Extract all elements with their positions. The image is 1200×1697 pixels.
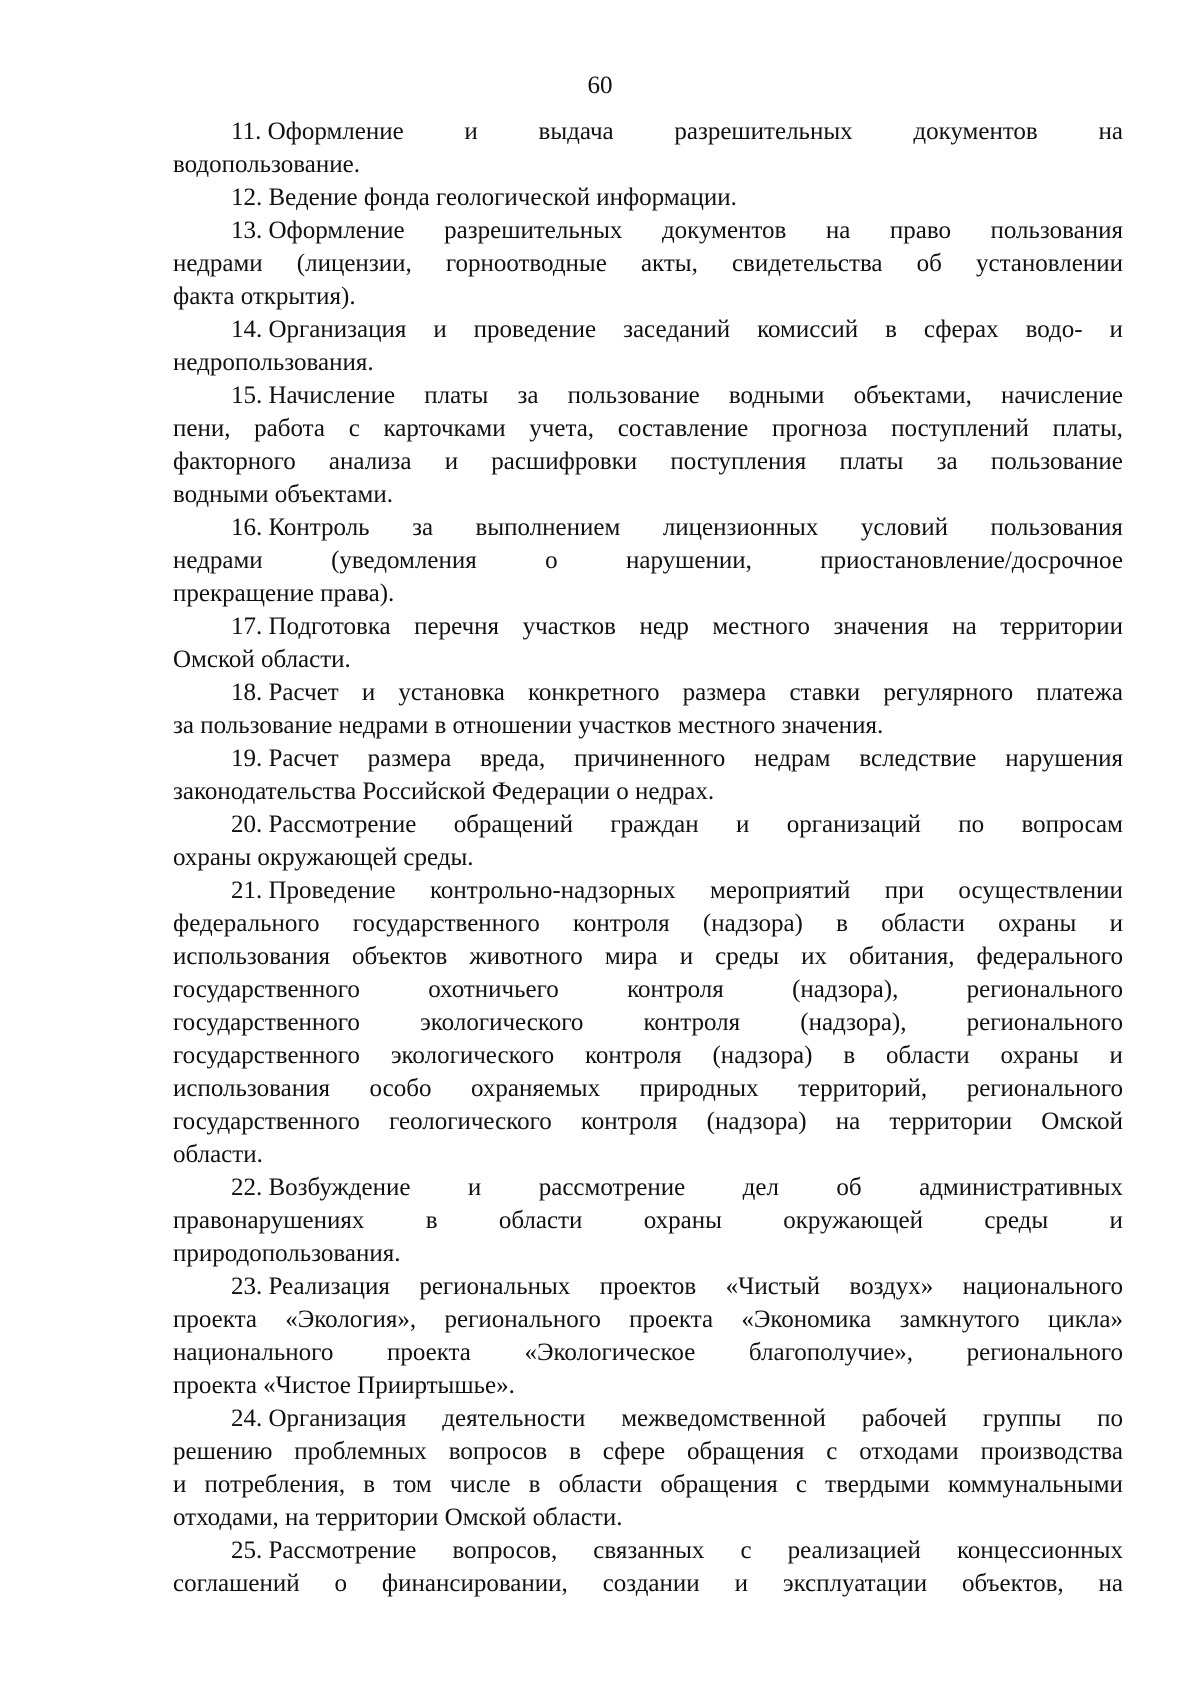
word: территории xyxy=(889,1108,1013,1135)
text-line xyxy=(173,808,1123,841)
text-line xyxy=(173,1534,1123,1567)
text-line xyxy=(173,445,1123,478)
word: 19. Расчет xyxy=(231,745,339,772)
word: и xyxy=(467,1174,482,1201)
word: контрольно-надзорных xyxy=(430,877,676,904)
word: начисление xyxy=(1001,382,1123,409)
word: платы xyxy=(424,382,489,409)
word: том xyxy=(393,1471,432,1498)
word: об xyxy=(836,1174,862,1201)
word: благополучие», xyxy=(748,1339,914,1366)
word: области xyxy=(881,910,965,937)
text-line xyxy=(173,973,1123,1006)
word: (надзора) xyxy=(706,1108,807,1135)
word: числе xyxy=(449,1471,511,1498)
word: документов xyxy=(913,118,1038,145)
word: окружающей xyxy=(783,1207,923,1234)
word: и xyxy=(444,448,459,475)
word: водными xyxy=(728,382,825,409)
text-line xyxy=(173,511,1123,544)
word: с xyxy=(795,1471,808,1498)
word: рассмотрение xyxy=(538,1174,686,1201)
text-line xyxy=(173,1567,1123,1600)
word: федерального xyxy=(976,943,1123,970)
word: горноотводные xyxy=(445,250,607,277)
word: контроля xyxy=(580,1108,678,1135)
paragraph xyxy=(173,1402,1123,1534)
word: недрами xyxy=(173,547,263,574)
word: контроля xyxy=(643,1009,741,1036)
word: «Чистый xyxy=(725,1273,820,1300)
text-line: области. xyxy=(173,1141,263,1168)
word: охраняемых xyxy=(471,1075,601,1102)
word: 11. Оформление xyxy=(231,118,404,145)
text-line xyxy=(173,610,1123,643)
word: 24. Организация xyxy=(231,1405,407,1432)
word: особо xyxy=(369,1075,432,1102)
word: в xyxy=(843,1042,856,1069)
word: нарушении, xyxy=(626,547,752,574)
text-line: законодательства Российской Федерации о недрах. xyxy=(173,778,715,805)
word: и xyxy=(1109,1042,1123,1069)
word: лицензионных xyxy=(662,514,819,541)
word: «Экологическое xyxy=(524,1339,696,1366)
word: «Экология», xyxy=(285,1306,417,1333)
word: использования xyxy=(173,1075,330,1102)
text-line xyxy=(173,907,1123,940)
word: на xyxy=(835,1108,861,1135)
text-line xyxy=(173,676,1123,709)
word: акты, xyxy=(640,250,698,277)
word: (надзора) xyxy=(702,910,803,937)
word: поступлений xyxy=(891,415,1029,442)
word: обитания, xyxy=(849,943,955,970)
word: государственного xyxy=(173,1108,360,1135)
word: объектов xyxy=(352,943,448,970)
word: правонарушениях xyxy=(173,1207,365,1234)
text-line xyxy=(173,313,1123,346)
word: группы xyxy=(982,1405,1062,1432)
paragraph xyxy=(173,610,1123,676)
word: вследствие xyxy=(859,745,977,772)
word: национального xyxy=(962,1273,1123,1300)
word: (надзора), xyxy=(792,976,899,1003)
word: недрам xyxy=(754,745,831,772)
word: области xyxy=(498,1207,583,1234)
word: и xyxy=(173,1471,187,1498)
word: причиненного xyxy=(574,745,726,772)
document-body xyxy=(173,115,1123,1600)
word: с xyxy=(826,1438,838,1465)
word: цикла» xyxy=(1047,1306,1123,1333)
word: на xyxy=(952,613,977,640)
word: государственного xyxy=(352,910,540,937)
word: охотничьего xyxy=(428,976,559,1003)
text-line xyxy=(173,1072,1123,1105)
page-number: 60 xyxy=(587,72,613,99)
word: пользования xyxy=(990,514,1123,541)
word: 22. Возбуждение xyxy=(231,1174,411,1201)
word: территории xyxy=(1000,613,1123,640)
word: животного xyxy=(469,943,583,970)
word: твердыми xyxy=(825,1471,930,1498)
word: 21. Проведение xyxy=(231,877,396,904)
word: пользования xyxy=(990,217,1123,244)
word: по xyxy=(958,811,985,838)
word: в xyxy=(425,1207,438,1234)
word: вопросам xyxy=(1021,811,1123,838)
word: регионального xyxy=(966,1075,1123,1102)
word: среды xyxy=(715,943,780,970)
word: проекта xyxy=(173,1306,257,1333)
word: проекта xyxy=(629,1306,714,1333)
word: заседаний xyxy=(623,316,731,343)
word: регионального xyxy=(966,1009,1123,1036)
word: экологического xyxy=(420,1009,584,1036)
word: и xyxy=(734,1570,748,1597)
word: государственного xyxy=(173,1009,360,1036)
text-line: прекращение права). xyxy=(173,580,395,607)
text-line xyxy=(173,1006,1123,1039)
word: (надзора), xyxy=(800,1009,907,1036)
word: экологического xyxy=(390,1042,555,1069)
word: соглашений xyxy=(173,1570,300,1597)
text-line: водными объектами. xyxy=(173,481,393,508)
word: условий xyxy=(860,514,948,541)
word: пользование xyxy=(990,448,1123,475)
word: воздух» xyxy=(849,1273,934,1300)
word: о xyxy=(334,1570,348,1597)
text-line xyxy=(173,379,1123,412)
word: установка xyxy=(398,679,505,706)
word: природных xyxy=(639,1075,759,1102)
word: разрешительных xyxy=(674,118,853,145)
paragraph xyxy=(173,1534,1123,1600)
word: платежа xyxy=(1036,679,1123,706)
word: 17. Подготовка xyxy=(231,613,391,640)
word: с xyxy=(348,415,360,442)
word: 23. Реализация xyxy=(231,1273,390,1300)
text-line xyxy=(173,1105,1123,1138)
word: связанных xyxy=(593,1537,705,1564)
word: в xyxy=(528,1471,541,1498)
word: и xyxy=(433,316,447,343)
word: свидетельства xyxy=(731,250,883,277)
word: регионального xyxy=(966,1339,1123,1366)
text-line: 12. Ведение фонда геологической информации. xyxy=(231,184,737,211)
paragraph xyxy=(173,511,1123,610)
word: государственного xyxy=(173,976,360,1003)
text-line: Омской области. xyxy=(173,646,351,673)
text-line xyxy=(173,1303,1123,1336)
word: создании xyxy=(602,1570,700,1597)
paragraph xyxy=(173,115,1123,181)
word: государственного xyxy=(173,1042,360,1069)
word: проведение xyxy=(473,316,597,343)
paragraph xyxy=(173,1171,1123,1270)
word: значения xyxy=(833,613,929,640)
word: поступления xyxy=(670,448,807,475)
word: 25. Рассмотрение xyxy=(231,1537,417,1564)
word: мероприятий xyxy=(710,877,851,904)
word: территорий, xyxy=(798,1075,928,1102)
word: в xyxy=(363,1471,376,1498)
word: и xyxy=(736,811,750,838)
word: пользование xyxy=(567,382,700,409)
word: 20. Рассмотрение xyxy=(231,811,417,838)
word: рабочей xyxy=(861,1405,947,1432)
word: за xyxy=(412,514,434,541)
text-line: водопользование. xyxy=(173,151,360,178)
word: (уведомления xyxy=(331,547,477,574)
word: вопросов, xyxy=(452,1537,558,1564)
word: регионального xyxy=(966,976,1123,1003)
word: объектами, xyxy=(853,382,972,409)
word: потребления, xyxy=(204,1471,346,1498)
word: национального xyxy=(173,1339,334,1366)
paragraph xyxy=(173,214,1123,313)
word: 14. Организация xyxy=(231,316,407,343)
word: регулярного xyxy=(883,679,1014,706)
paragraph xyxy=(173,313,1123,379)
word: обращений xyxy=(453,811,574,838)
word: факторного xyxy=(173,448,296,475)
word: области xyxy=(558,1471,643,1498)
text-line xyxy=(173,1468,1123,1501)
word: региональных xyxy=(419,1273,571,1300)
paragraph xyxy=(173,1270,1123,1402)
word: платы, xyxy=(1052,415,1123,442)
paragraph xyxy=(173,379,1123,511)
word: 18. Расчет xyxy=(231,679,339,706)
text-line xyxy=(173,1270,1123,1303)
word: 16. Контроль xyxy=(231,514,370,541)
text-line xyxy=(173,544,1123,577)
word: замкнутого xyxy=(899,1306,1020,1333)
word: по xyxy=(1097,1405,1123,1432)
word: проектов xyxy=(599,1273,697,1300)
paragraph xyxy=(173,874,1123,1171)
word: их xyxy=(801,943,827,970)
word: установлении xyxy=(975,250,1123,277)
word: размера xyxy=(682,679,767,706)
text-line xyxy=(173,1204,1123,1237)
word: объектов, xyxy=(962,1570,1064,1597)
paragraph xyxy=(173,181,1123,214)
word: охраны xyxy=(643,1207,722,1234)
word: геологического xyxy=(389,1108,552,1135)
word: «Экономика xyxy=(741,1306,872,1333)
paragraph xyxy=(173,742,1123,808)
word: учета, xyxy=(529,415,595,442)
text-line xyxy=(173,1336,1123,1369)
word: мира xyxy=(604,943,658,970)
word: приостановление/досрочное xyxy=(820,547,1123,574)
text-line xyxy=(173,115,1123,148)
text-line xyxy=(173,1402,1123,1435)
word: охраны xyxy=(998,910,1077,937)
word: контроля xyxy=(627,976,724,1003)
word: карточками xyxy=(383,415,506,442)
word: финансировании, xyxy=(381,1570,568,1597)
text-line xyxy=(173,247,1123,280)
word: работа xyxy=(254,415,325,442)
word: документов xyxy=(661,217,787,244)
word: граждан xyxy=(610,811,699,838)
word: комиссий xyxy=(757,316,859,343)
word: и xyxy=(1109,1207,1123,1234)
text-line xyxy=(173,214,1123,247)
word: о xyxy=(545,547,558,574)
word: платы xyxy=(839,448,904,475)
word: в xyxy=(836,910,848,937)
word: и xyxy=(361,679,376,706)
word: регионального xyxy=(444,1306,601,1333)
word: об xyxy=(916,250,942,277)
text-line xyxy=(173,940,1123,973)
text-line: проекта «Чистое Прииртышье». xyxy=(173,1372,515,1399)
word: решению xyxy=(173,1438,273,1465)
word: контроля xyxy=(572,910,670,937)
word: за xyxy=(936,448,958,475)
word: право xyxy=(889,217,951,244)
word: (лицензии, xyxy=(296,250,412,277)
word: обращения xyxy=(660,1471,778,1498)
text-line: факта открытия). xyxy=(173,283,356,310)
word: при xyxy=(884,877,925,904)
text-line: отходами, на территории Омской области. xyxy=(173,1504,623,1531)
text-line: недропользования. xyxy=(173,349,374,376)
word: дел xyxy=(742,1174,779,1201)
word: контроля xyxy=(584,1042,682,1069)
word: недрами xyxy=(173,250,263,277)
word: коммунальными xyxy=(947,1471,1123,1498)
word: с xyxy=(740,1537,752,1564)
word: области xyxy=(886,1042,970,1069)
word: нарушения xyxy=(1005,745,1123,772)
word: Омской xyxy=(1041,1108,1123,1135)
word: в xyxy=(885,316,897,343)
text-line xyxy=(173,874,1123,907)
word: проекта xyxy=(386,1339,471,1366)
word: и xyxy=(1109,316,1123,343)
word: использования xyxy=(173,943,330,970)
word: и xyxy=(679,943,694,970)
word: прогноза xyxy=(771,415,868,442)
paragraph xyxy=(173,808,1123,874)
text-line xyxy=(173,1039,1123,1072)
paragraph xyxy=(173,676,1123,742)
word: анализа xyxy=(328,448,412,475)
text-line xyxy=(173,1171,1123,1204)
word: (надзора) xyxy=(712,1042,813,1069)
word: административных xyxy=(919,1174,1123,1201)
word: проблемных xyxy=(294,1438,427,1465)
word: федерального xyxy=(173,910,320,937)
word: за xyxy=(517,382,539,409)
text-line xyxy=(173,1435,1123,1468)
word: выдача xyxy=(538,118,614,145)
text-line xyxy=(173,412,1123,445)
word: среды xyxy=(984,1207,1049,1234)
word: производства xyxy=(980,1438,1123,1465)
word: на xyxy=(825,217,851,244)
word: реализацией xyxy=(787,1537,921,1564)
word: ставки xyxy=(789,679,861,706)
word: деятельности xyxy=(442,1405,586,1432)
word: охраны xyxy=(1000,1042,1079,1069)
word: в xyxy=(569,1438,581,1465)
word: отходами xyxy=(859,1438,959,1465)
text-line: за пользование недрами в отношении участков местного значения. xyxy=(173,712,884,739)
word: недр xyxy=(639,613,689,640)
word: организаций xyxy=(786,811,921,838)
word: на xyxy=(1098,118,1123,145)
word: разрешительных xyxy=(444,217,623,244)
word: выполнением xyxy=(475,514,621,541)
word: на xyxy=(1098,1570,1123,1597)
word: перечня xyxy=(414,613,500,640)
word: размера xyxy=(367,745,452,772)
text-line: охраны окружающей среды. xyxy=(173,844,474,871)
word: местного xyxy=(712,613,810,640)
word: обращения xyxy=(686,1438,805,1465)
word: 13. Оформление xyxy=(231,217,405,244)
word: конкретного xyxy=(528,679,660,706)
word: вопросов xyxy=(448,1438,548,1465)
word: межведомственной xyxy=(621,1405,826,1432)
word: концессионных xyxy=(956,1537,1123,1564)
word: сферах xyxy=(923,316,999,343)
word: и xyxy=(464,118,478,145)
text-line xyxy=(173,742,1123,775)
word: пени, xyxy=(173,415,231,442)
word: осуществлении xyxy=(958,877,1123,904)
word: сфере xyxy=(602,1438,666,1465)
word: расшифровки xyxy=(491,448,638,475)
word: вреда, xyxy=(480,745,546,772)
word: и xyxy=(1109,910,1123,937)
text-line: природопользования. xyxy=(173,1240,401,1267)
word: эксплуатации xyxy=(782,1570,928,1597)
word: составление xyxy=(617,415,749,442)
word: водо- xyxy=(1025,316,1083,343)
word: участков xyxy=(522,613,616,640)
word: 15. Начисление xyxy=(231,382,396,409)
